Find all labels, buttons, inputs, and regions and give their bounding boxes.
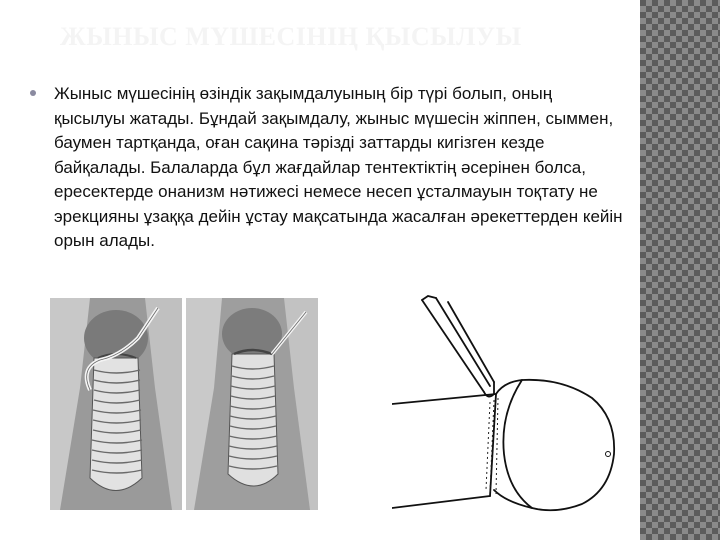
bullet-dot-icon [30, 90, 36, 96]
body-text: Жыныс мүшесінің өзіндік зақымдалуының бір түрі болып, оның қысылуы жатады. Бұндай зақымдалу, жыныс мүшесін жіппен, сыммен, баумен тартқанда, оған сақина тәрізді заттарды кигізген кезде байқалады. Балаларда бұл жағдайлар тентектіктің әсерінен болса, ересектерде онанизм нәтижесі немесе несеп ұсталмауын тоқтату не эрекцияны ұзаққа дейін ұстау мақсатында жасалған әрекеттерден кейін орын алады. [54, 84, 623, 250]
illustration-instrument-drawing [392, 294, 622, 524]
illustration-constriction [186, 298, 318, 510]
decorative-side-band [640, 0, 720, 540]
slide-title: ЖЫНЫС МҮШЕСІНІҢ ҚЫСЫЛУЫ [60, 22, 522, 51]
illustration-thread-wrapped [50, 298, 182, 510]
bullet-item [30, 82, 630, 254]
